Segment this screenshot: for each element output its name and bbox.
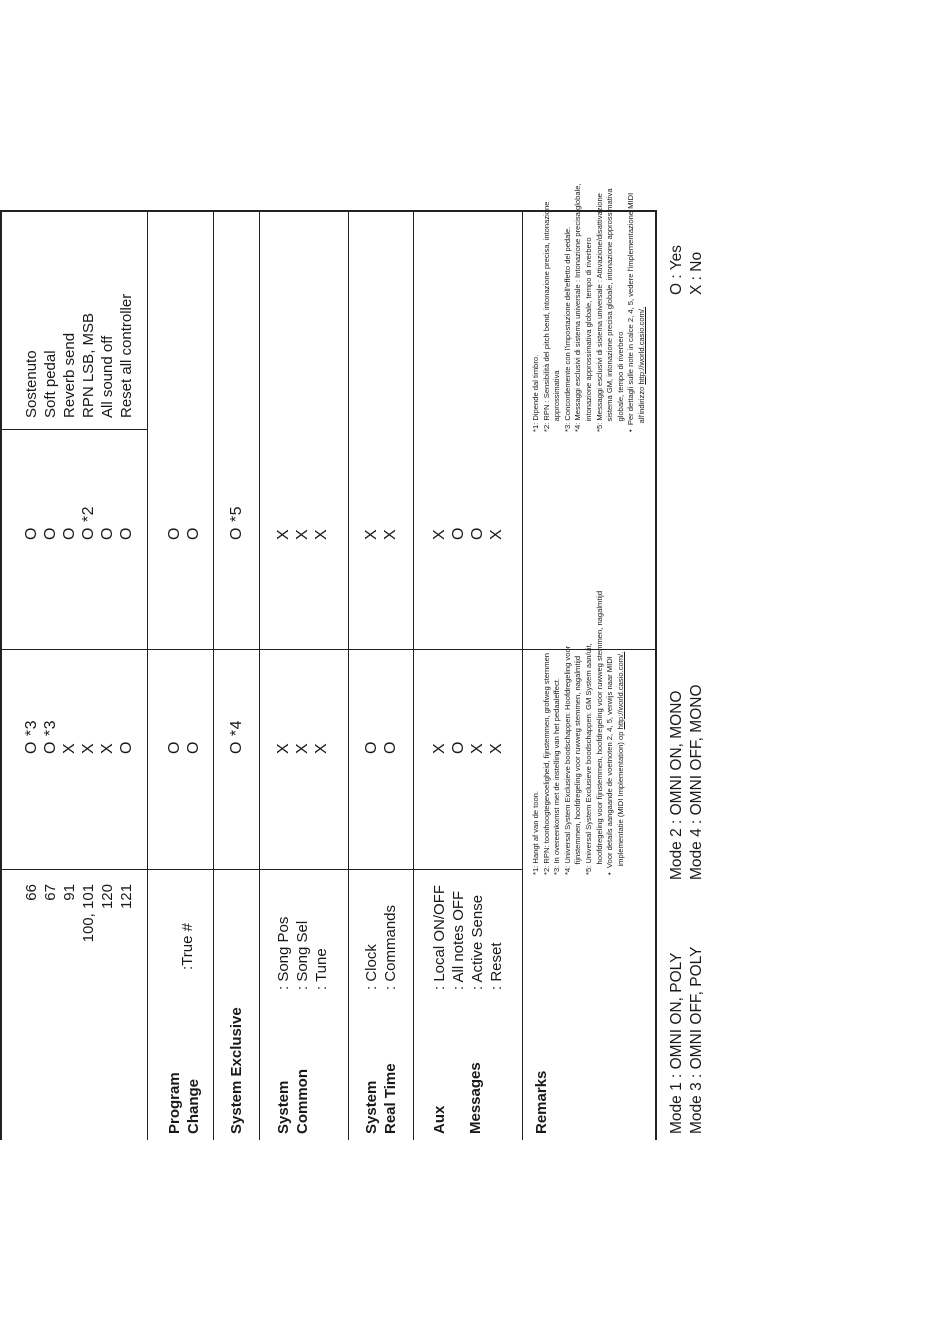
rx-value: O xyxy=(42,527,59,540)
remarks-dutch xyxy=(531,535,626,875)
mode-2: Mode 2 : OMNI ON, MONO xyxy=(668,690,685,880)
program-change-rx xyxy=(165,440,203,540)
controller-number: 120 xyxy=(99,884,116,910)
system-common-label xyxy=(274,1014,312,1134)
tx-value: X xyxy=(275,742,292,754)
item: : Commands xyxy=(382,904,399,990)
mode-3: Mode 3 : OMNI OFF, POLY xyxy=(688,946,705,1134)
item: : Song Pos xyxy=(275,916,292,990)
controller-number: 121 xyxy=(118,884,135,910)
tx-value: X xyxy=(99,742,116,754)
controller-number: 91 xyxy=(61,884,78,901)
tx-value: O xyxy=(363,741,380,754)
remark-line: *4: Messaggi esclusivi di sistema universale : Intonazione precisa globale, xyxy=(573,183,583,432)
aux-messages-rx xyxy=(430,440,506,540)
remark-line: hoofdregeling voor fijnstemmen, hoofdregeling voor ruwweg stemmen, nagalmtijd xyxy=(594,590,604,875)
rx-value: O xyxy=(450,527,467,540)
label-line: Real Time xyxy=(382,1063,399,1134)
rx-value: X xyxy=(294,528,311,540)
legend-no: X : No xyxy=(688,251,705,295)
tx-value: X xyxy=(469,742,486,754)
system-realtime-items xyxy=(362,875,400,990)
item: : All notes OFF xyxy=(450,890,467,990)
rx-value: O xyxy=(469,527,486,540)
system-realtime-rx xyxy=(362,440,400,540)
rotated-chart xyxy=(0,183,710,1140)
remark-line: sistema GM, intonazione precisa globale, intonazione approssimativa xyxy=(605,188,615,432)
tx-value: O xyxy=(185,741,202,754)
controller-name: Soft pedal xyxy=(42,350,59,418)
label-line: System xyxy=(275,1080,292,1134)
remark-line: globale, tempo di riverbero xyxy=(615,331,625,432)
program-change-label xyxy=(165,1014,203,1134)
row-divider xyxy=(147,212,148,1140)
remark-line: fijnstemmen, hoofdregeling voor ruwweg stemmen, nagalmtijd xyxy=(573,655,583,875)
remark-line xyxy=(616,535,627,875)
remark-line: • Voor details aangaande de voetnoten 2, 4, 5, verwijs naar MIDI xyxy=(605,656,615,875)
remarks-italian xyxy=(531,183,648,432)
remark-line xyxy=(637,217,648,432)
casio-link[interactable]: http://world.casio.com/. xyxy=(636,306,646,385)
remark-text: all'indirizzo xyxy=(636,384,646,432)
controller-name: Reverb send xyxy=(61,332,78,418)
system-common-rx xyxy=(274,440,331,540)
label-line: Change xyxy=(185,1078,202,1134)
item: : Local ON/OFF xyxy=(431,884,448,990)
tx-value: O xyxy=(382,741,399,754)
item: : Reset xyxy=(488,942,505,990)
aux-messages-label xyxy=(430,1014,485,1134)
system-exclusive-rx: O *5 xyxy=(228,505,245,540)
rx-value: X xyxy=(313,528,330,540)
rx-value: X xyxy=(488,528,505,540)
row-divider xyxy=(413,212,414,1140)
remark-line: intonazione approssimativa globale, tempo di riverbero xyxy=(583,237,593,432)
row-divider xyxy=(259,212,260,1140)
rx-value: O xyxy=(23,527,40,540)
remark-line: *4: Universal System Exclusieve boodschappen: Hoofdregeling voor xyxy=(562,645,572,875)
program-change-true: :True # xyxy=(179,923,196,970)
remark-line: *1: Dipende dal timbro. xyxy=(531,354,540,432)
remark-line: *5: Universal System Exclusieve boodschappen: GM System aan/uit, xyxy=(583,643,593,875)
midi-table xyxy=(0,183,657,1140)
remark-line: *2: RPN: toonhoogtegevoeligheid, fijnstemmen, grofweg stemmen xyxy=(541,652,551,875)
controller-name: Sostenuto xyxy=(23,350,40,418)
tx-value: O xyxy=(166,741,183,754)
tx-value: X xyxy=(488,742,505,754)
rx-value: X xyxy=(431,528,448,540)
controller-name: All sound off xyxy=(99,335,116,418)
rx-value: X xyxy=(363,528,380,540)
remark-line: *5: Messaggi esclusivi di sistema universale : Attivazione/disattivazione xyxy=(594,193,604,432)
system-common-items xyxy=(274,875,331,990)
system-exclusive-tx: O *4 xyxy=(228,719,245,754)
remark-line: *1: Hangt af van de toon. xyxy=(531,790,540,875)
row-divider xyxy=(522,212,523,1140)
modes-right xyxy=(667,685,707,881)
remark-line: • Per dettagli sulle note in calce 2, 4, 5, vedere l'implementazione MIDI xyxy=(626,192,636,432)
casio-link[interactable]: http://world.casio.com/. xyxy=(615,651,625,730)
item: : Song Sel xyxy=(294,920,311,990)
system-realtime-label xyxy=(362,1014,400,1134)
controller-number: 100, 101 xyxy=(80,884,97,943)
controller-name: Reset all controller xyxy=(118,293,135,418)
legend-yes: O : Yes xyxy=(668,245,685,295)
program-change-tx xyxy=(165,654,203,754)
tx-value: X xyxy=(294,742,311,754)
mode-4: Mode 4 : OMNI OFF, MONO xyxy=(688,684,705,880)
label-line: Common xyxy=(294,1069,311,1134)
rx-value: O xyxy=(99,527,116,540)
remark-line: *2: RPN : Sensibilità del pitch bend, intonazione precisa, intonazione xyxy=(541,201,551,432)
rx-value: O xyxy=(61,527,78,540)
item: : Clock xyxy=(363,944,380,990)
item: : Active Sense xyxy=(469,894,486,990)
system-realtime-tx xyxy=(362,654,400,754)
rx-value: O xyxy=(166,527,183,540)
system-exclusive-label: System Exclusive xyxy=(228,1007,245,1134)
label-line: Aux xyxy=(431,1105,448,1134)
tx-value: X xyxy=(61,742,78,754)
controller-number: 67 xyxy=(42,884,59,901)
tx-value: O *3 xyxy=(23,719,40,754)
controller-name: RPN LSB, MSB xyxy=(80,312,97,418)
row-divider xyxy=(348,212,349,1140)
remark-line: approssimativa xyxy=(552,370,562,432)
row-divider xyxy=(213,212,214,1140)
tx-value: X xyxy=(431,742,448,754)
controller-numbers xyxy=(22,884,136,966)
controller-names xyxy=(22,218,136,418)
rx-value: X xyxy=(382,528,399,540)
aux-messages-items xyxy=(430,870,506,990)
legend xyxy=(667,245,707,295)
system-common-tx xyxy=(274,654,331,754)
remark-line: *3: In overeenkomst met de instelling van het pedaaleffect. xyxy=(552,678,562,875)
aux-messages-tx xyxy=(430,654,506,754)
mode-1: Mode 1 : OMNI ON, POLY xyxy=(668,952,685,1134)
modes-left xyxy=(667,947,707,1134)
rx-value: O *2 xyxy=(80,505,97,540)
rx-value: X xyxy=(275,528,292,540)
rx-value: O xyxy=(185,527,202,540)
tx-value: X xyxy=(80,742,97,754)
remark-line: *3: Concordemente con l'impostazione dell'effetto del pedale. xyxy=(562,226,572,432)
tx-value: O *3 xyxy=(42,719,59,754)
label-line: Program xyxy=(166,1072,183,1134)
rx-value: O xyxy=(118,527,135,540)
remarks-label: Remarks xyxy=(533,1070,550,1134)
label-line: System xyxy=(363,1080,380,1134)
item: : Tune xyxy=(313,948,330,990)
controller-transmitted xyxy=(22,654,136,754)
tx-value: O xyxy=(118,741,135,754)
controller-number: 66 xyxy=(23,884,40,901)
remark-text: implementatie (MIDI Implementation) op xyxy=(615,729,625,875)
controller-recognized xyxy=(22,440,136,540)
column-divider xyxy=(2,429,147,430)
tx-value: O xyxy=(450,741,467,754)
label-line: Messages xyxy=(467,1062,484,1134)
tx-value: X xyxy=(313,742,330,754)
